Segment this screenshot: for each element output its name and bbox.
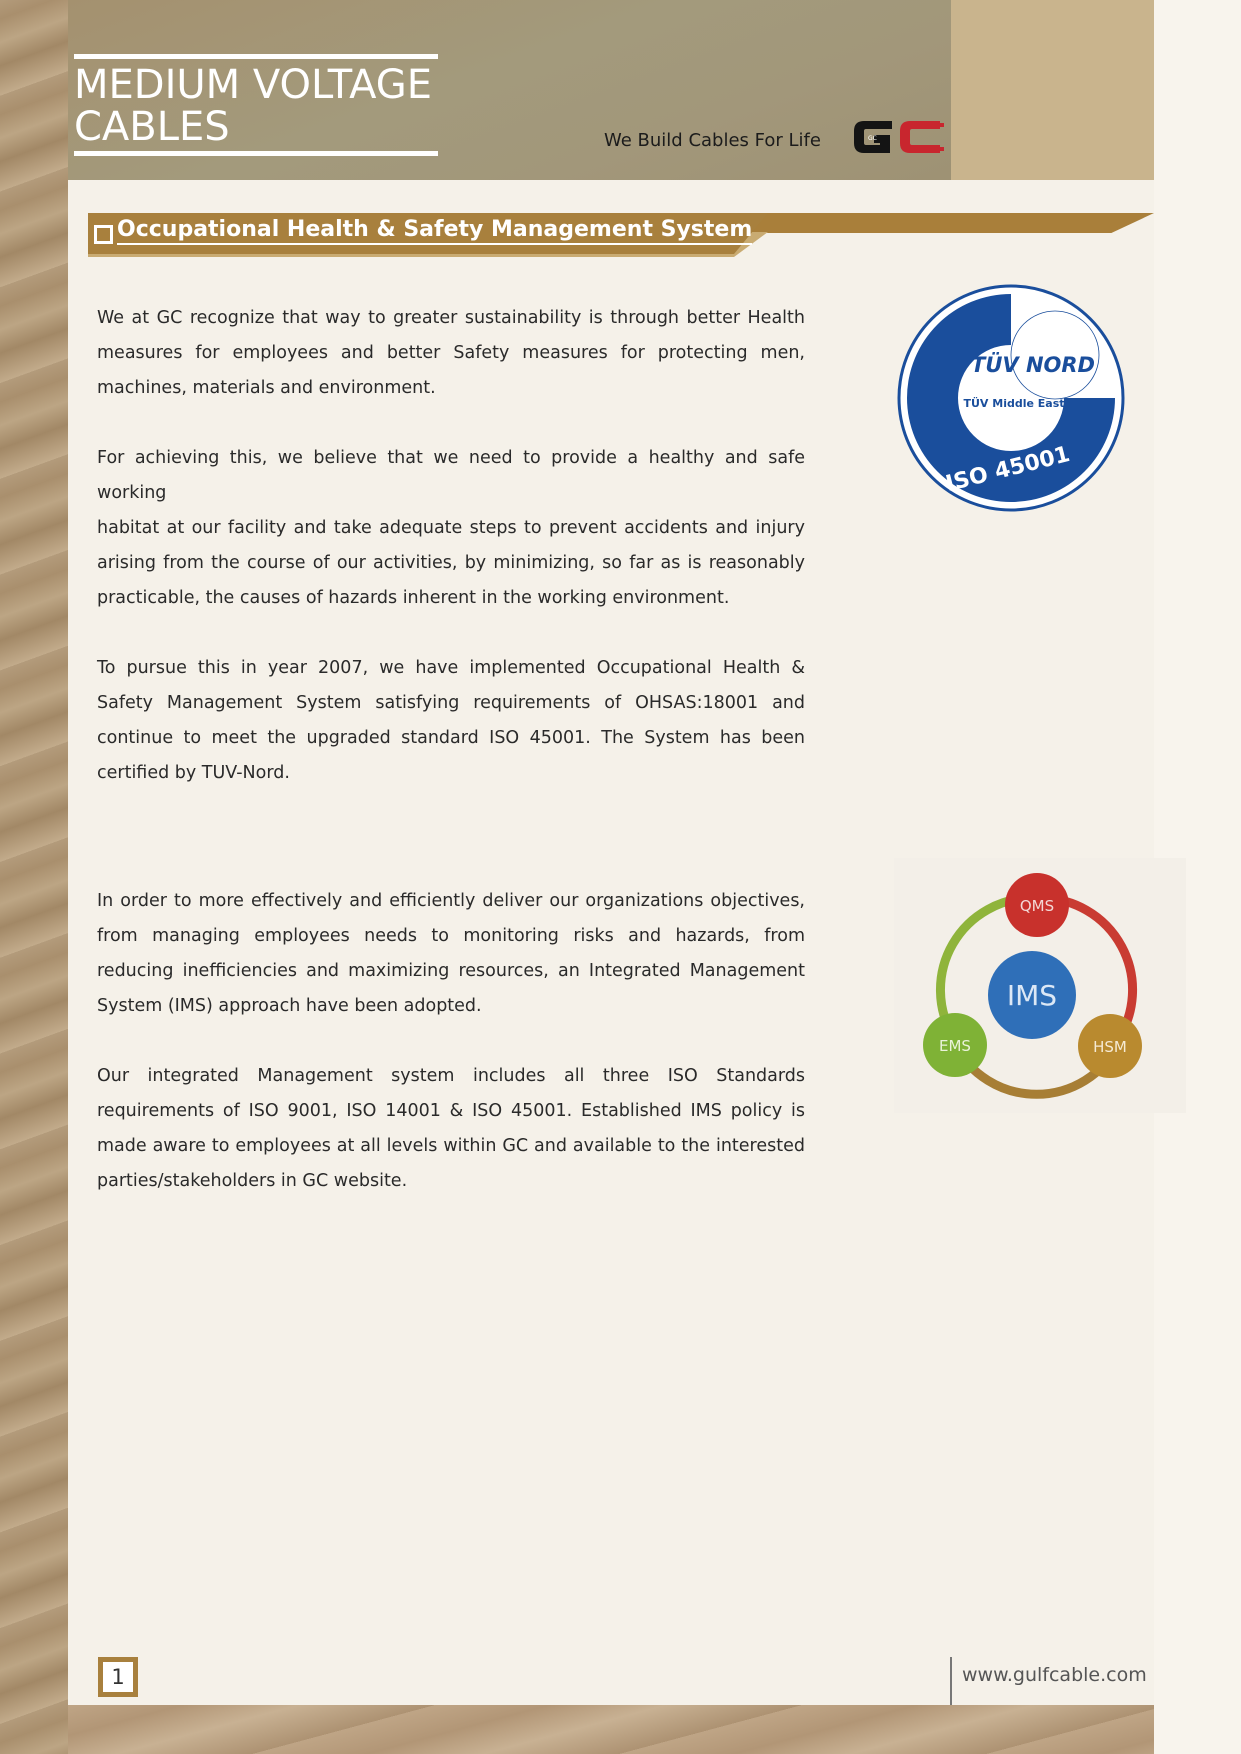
gc-logo xyxy=(850,115,950,159)
ims-node-label: EMS xyxy=(939,1037,971,1055)
tuv-brand: TÜV NORD xyxy=(971,353,1095,377)
left-wood-band xyxy=(0,0,68,1754)
paragraph-6: Our integrated Management system includes all three ISO Standards requirements of ISO 9001, ISO 14001 & ISO 45001. Established IMS policy is made aware to employees at all levels within GC and available to the interested parties/stakeholders in GC website. xyxy=(97,1066,805,1191)
ims-diagram xyxy=(894,858,1186,1113)
ims-node-label: HSM xyxy=(1093,1038,1127,1056)
title-top-rule xyxy=(74,54,438,59)
ims-node-ems xyxy=(923,1013,987,1077)
paragraph-1: We at GC recognize that way to greater sustainability is through better Health measures for employees and better Safety measures for protecting men, machines, materials and environment. xyxy=(97,308,805,398)
ims-center-label: IMS xyxy=(1006,979,1058,1012)
paragraph-4: To pursue this in year 2007, we have implemented Occupational Health & Safety Management System satisfying requirements of OHSAS:18001 and continue to meet the upgraded standard ISO 45001. The System has been certified by TUV-Nord. xyxy=(97,658,805,783)
iso-standard-label: ISO 45001 xyxy=(943,442,1073,497)
header-tan-block xyxy=(951,0,1154,180)
tuv-iso-45001-badge xyxy=(896,283,1126,513)
title-line-2: CABLES xyxy=(74,104,230,150)
page-number: 1 xyxy=(98,1657,138,1697)
ims-node-qms xyxy=(1005,873,1069,937)
section-bullet-icon xyxy=(94,225,113,244)
footer-wood-band xyxy=(68,1705,1154,1754)
ims-node-hsm xyxy=(1078,1014,1142,1078)
gc-logo-text: GC xyxy=(868,135,877,142)
paragraph-3: habitat at our facility and take adequate steps to prevent accidents and injury arising from the course of our activities, by minimizing, so far as is reasonably practicable, the causes of hazards inherent in the working environment. xyxy=(97,518,805,608)
paragraph-5: In order to more effectively and efficiently deliver our organizations objectives, from managing employees needs to monitoring risks and hazards, from reducing inefficiencies and maximizing resources, an Integrated Management System (IMS) approach have been adopted. xyxy=(97,891,805,1016)
ims-node-label: QMS xyxy=(1019,897,1055,915)
section-title: Occupational Health & Safety Management System xyxy=(117,217,752,245)
title-line-1: MEDIUM VOLTAGE xyxy=(74,62,433,108)
title-bottom-rule xyxy=(74,151,438,156)
page-title xyxy=(74,64,432,148)
paragraph-2: For achieving this, we believe that we need to provide a healthy and safe working xyxy=(97,448,805,503)
ims-node-center xyxy=(988,951,1076,1039)
website-link[interactable]: www.gulfcable.com xyxy=(962,1664,1147,1686)
tuv-subtitle: TÜV Middle East xyxy=(963,397,1065,410)
tagline: We Build Cables For Life xyxy=(604,130,821,151)
